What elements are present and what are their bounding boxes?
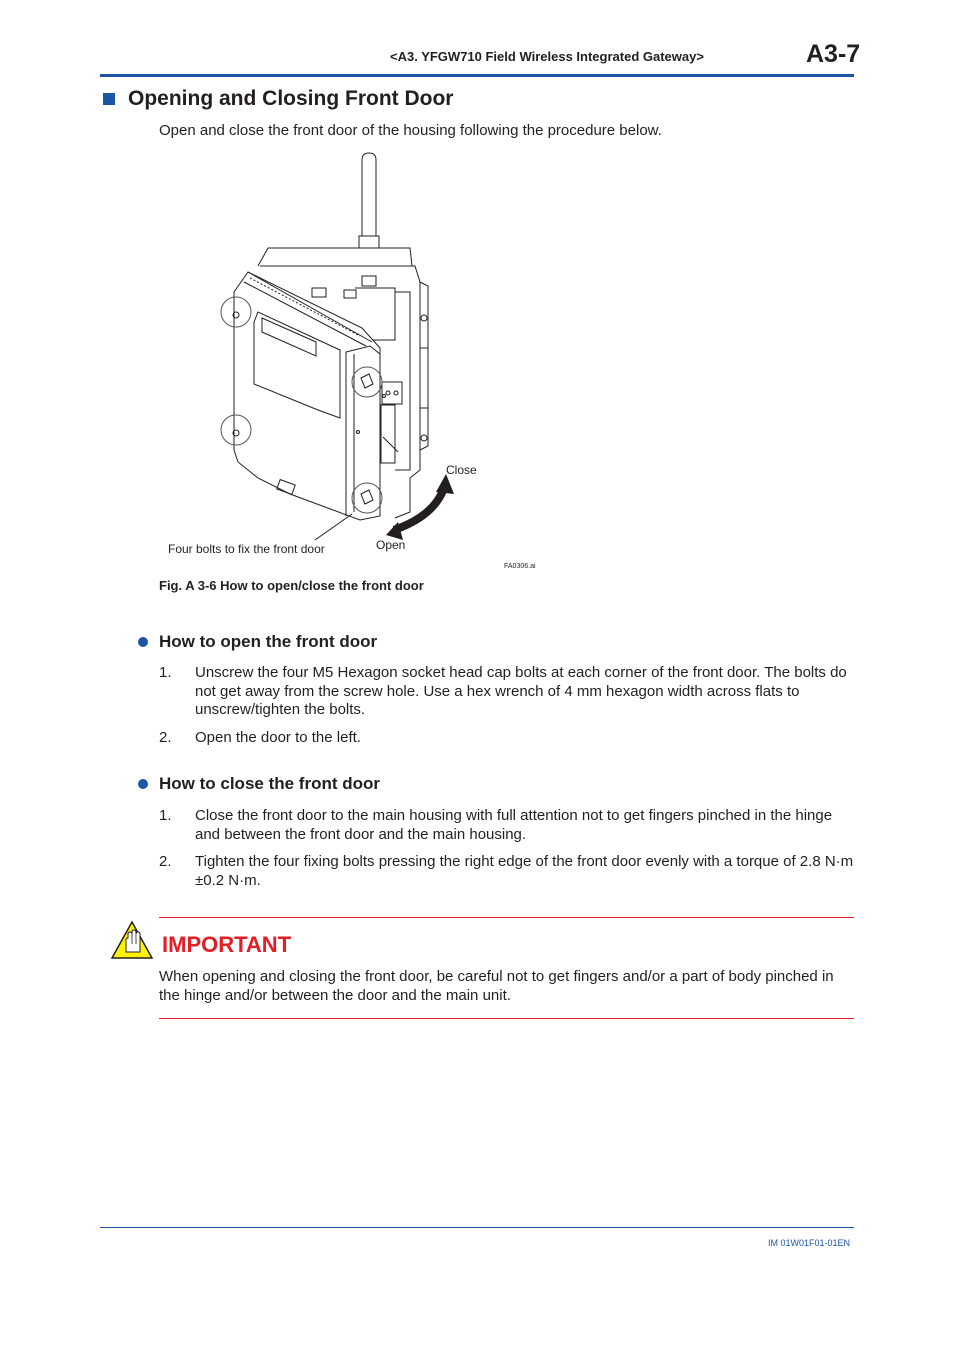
front-door-figure: [160, 150, 560, 575]
important-bottom-rule: [159, 1018, 854, 1019]
bolts-label: Four bolts to fix the front door: [168, 542, 325, 556]
open-procedure-title: How to open the front door: [159, 632, 378, 651]
figure-file-label: FA0306.ai: [504, 563, 536, 570]
step-number: 1.: [159, 664, 172, 681]
figure-caption: Fig. A 3-6 How to open/close the front door: [159, 578, 424, 593]
bullet-dot-icon: [138, 637, 148, 647]
step-text: Tighten the four fixing bolts pressing the right edge of the front door evenly with a torque of 2.8 N·m ±0.2 N·m.: [195, 853, 854, 889]
close-label: Close: [446, 463, 477, 477]
footer-rule: [100, 1227, 854, 1228]
step-number: 2.: [159, 853, 172, 870]
caution-hand-icon: [110, 920, 154, 960]
close-arrowhead-icon: [436, 474, 454, 494]
page-number: A3-7: [806, 40, 861, 68]
step-text: Unscrew the four M5 Hexagon socket head cap bolts at each corner of the front door. The bolts do not get away from the screw hole. Use a hex wrench of 4 mm hexagon width across flats to unscrew/tighten the bolts.: [195, 664, 847, 718]
important-top-rule: [159, 917, 854, 918]
important-title: IMPORTANT: [162, 932, 292, 957]
gateway-drawing: [221, 153, 428, 540]
chapter-title: <A3. YFGW710 Field Wireless Integrated Gateway>: [390, 49, 704, 64]
step-text: Open the door to the left.: [195, 729, 361, 746]
important-text: When opening and closing the front door, be careful not to get fingers and/or a part of body pinched in the hinge and/or between the door and the main unit.: [159, 968, 834, 1004]
door-swing-arrow: [394, 488, 444, 530]
header-rule: [100, 74, 854, 77]
document-code: IM 01W01F01-01EN: [768, 1238, 851, 1248]
close-procedure-title: How to close the front door: [159, 774, 380, 793]
antenna-icon: [362, 153, 376, 244]
open-label: Open: [376, 538, 406, 552]
step-text: Close the front door to the main housing with full attention not to get fingers pinched in the hinge and between the front door and the main housing.: [195, 807, 833, 843]
section-title: Opening and Closing Front Door: [128, 87, 454, 110]
section-intro: Open and close the front door of the housing following the procedure below.: [159, 122, 662, 139]
step-number: 2.: [159, 729, 172, 746]
bullet-dot-icon: [138, 779, 148, 789]
step-number: 1.: [159, 807, 172, 824]
section-square-icon: [103, 93, 115, 105]
